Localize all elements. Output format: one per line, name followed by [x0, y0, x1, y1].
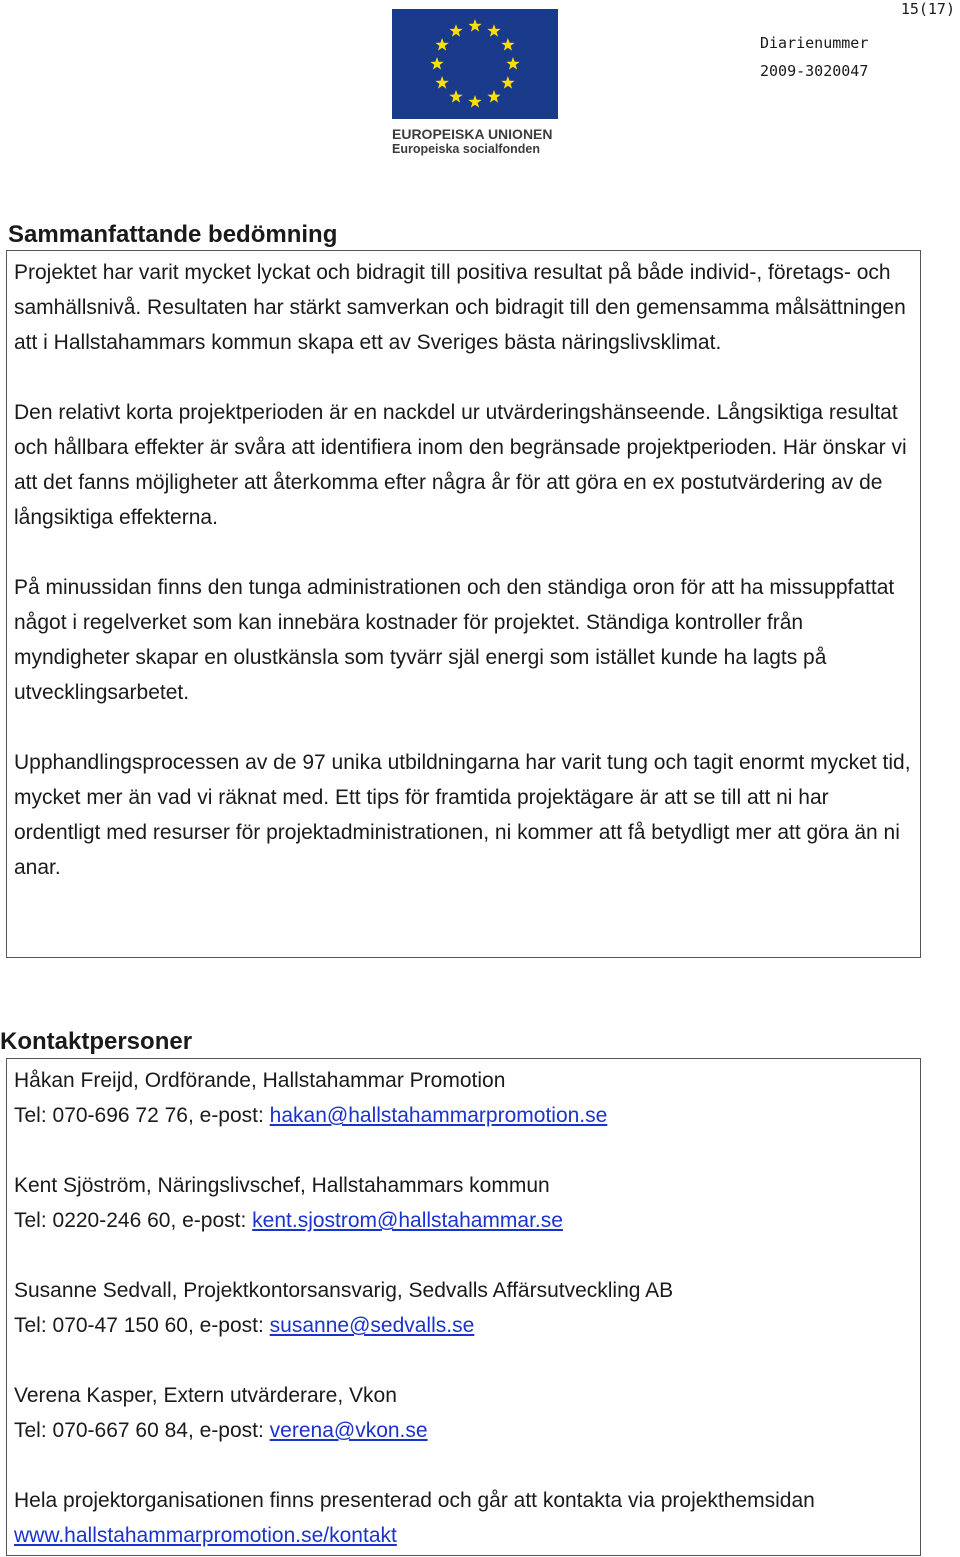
diarienummer-value: 2009-3020047: [760, 62, 869, 80]
contact-name: Håkan Freijd, Ordförande, Hallstahammar Promotion: [14, 1069, 506, 1092]
contact-email-link[interactable]: kent.sjostrom@hallstahammar.se: [252, 1209, 563, 1232]
contact-tel: [14, 1203, 912, 1238]
contact-closing: [14, 1483, 912, 1553]
contact-name: Kent Sjöström, Näringslivschef, Hallstahammars kommun: [14, 1174, 550, 1197]
summary-heading: Sammanfattande bedömning: [8, 221, 338, 248]
summary-paragraph: Den relativt korta projektperioden är en nackdel ur utvärderingshänseende. Långsiktiga resultat och hållbara effekter är svåra att identifiera inom den begränsade projektperioden. Här önskar vi att det fanns möjligheter att återkomma efter några år för att göra en ex postutvärdering av de långsiktiga effekterna.: [14, 401, 907, 529]
eu-logo-line1: EUROPEISKA UNIONEN: [392, 126, 553, 142]
contact-tel-text: Tel: 070-47 150 60, e-post:: [14, 1314, 270, 1337]
project-website-link[interactable]: www.hallstahammarpromotion.se/kontakt: [14, 1524, 397, 1547]
eu-flag-icon: [392, 9, 558, 119]
contact-entry: [14, 1063, 912, 1133]
contact-entry: [14, 1273, 912, 1343]
contact-name: Susanne Sedvall, Projektkontorsansvarig, Sedvalls Affärsutveckling AB: [14, 1279, 674, 1302]
contact-tel-text: Tel: 070-667 60 84, e-post:: [14, 1419, 270, 1442]
contact-email-link[interactable]: verena@vkon.se: [269, 1419, 428, 1442]
summary-paragraph: På minussidan finns den tunga administrationen och den ständiga oron för att ha missuppfattat något i regelverket som kan innebära kostnader för projektet. Ständiga kontroller från myndigheter skapar en olustkänsla som tyvärr själ energi som istället kunde ha lagts på utvecklingsarbetet.: [14, 576, 895, 704]
contact-entry: [14, 1378, 912, 1448]
contact-tel: [14, 1413, 912, 1448]
contact-tel-text: Tel: 0220-246 60, e-post:: [14, 1209, 253, 1232]
closing-text: Hela projektorganisationen finns presenterad och går att kontakta via projekthemsidan: [14, 1489, 815, 1512]
summary-paragraph: Upphandlingsprocessen av de 97 unika utbildningarna har varit tung och tagit enormt mycket tid, mycket mer än vad vi räknat med. Ett tips för framtida projektägare är att se till att ni har ordentligt med resurser för projektadministrationen, ni kommer att få betydligt mer att göra än ni anar.: [14, 751, 911, 879]
contact-entry: [14, 1168, 912, 1238]
contact-tel: [14, 1308, 912, 1343]
diarienummer-label: Diarienummer: [760, 34, 869, 52]
contact-tel-text: Tel: 070-696 72 76, e-post:: [14, 1104, 270, 1127]
contact-email-link[interactable]: hakan@hallstahammarpromotion.se: [269, 1104, 608, 1127]
page-number: 15(17): [900, 0, 955, 18]
contact-tel: [14, 1098, 912, 1133]
summary-box: [6, 250, 921, 958]
eu-logo-line2: Europeiska socialfonden: [392, 142, 540, 156]
summary-paragraph: Projektet har varit mycket lyckat och bidragit till positiva resultat på både individ-, företags- och samhällsnivå. Resultaten har stärkt samverkan och bidragit till den gemensamma målsättningen att i Hallstahammars kommun skapa ett av Sveriges bästa näringslivsklimat.: [14, 261, 906, 354]
contacts-box: [6, 1058, 921, 1556]
eu-logo: [392, 9, 558, 156]
contact-email-link[interactable]: susanne@sedvalls.se: [269, 1314, 475, 1337]
contacts-heading: Kontaktpersoner: [0, 1028, 193, 1055]
contact-name: Verena Kasper, Extern utvärderare, Vkon: [14, 1384, 397, 1407]
